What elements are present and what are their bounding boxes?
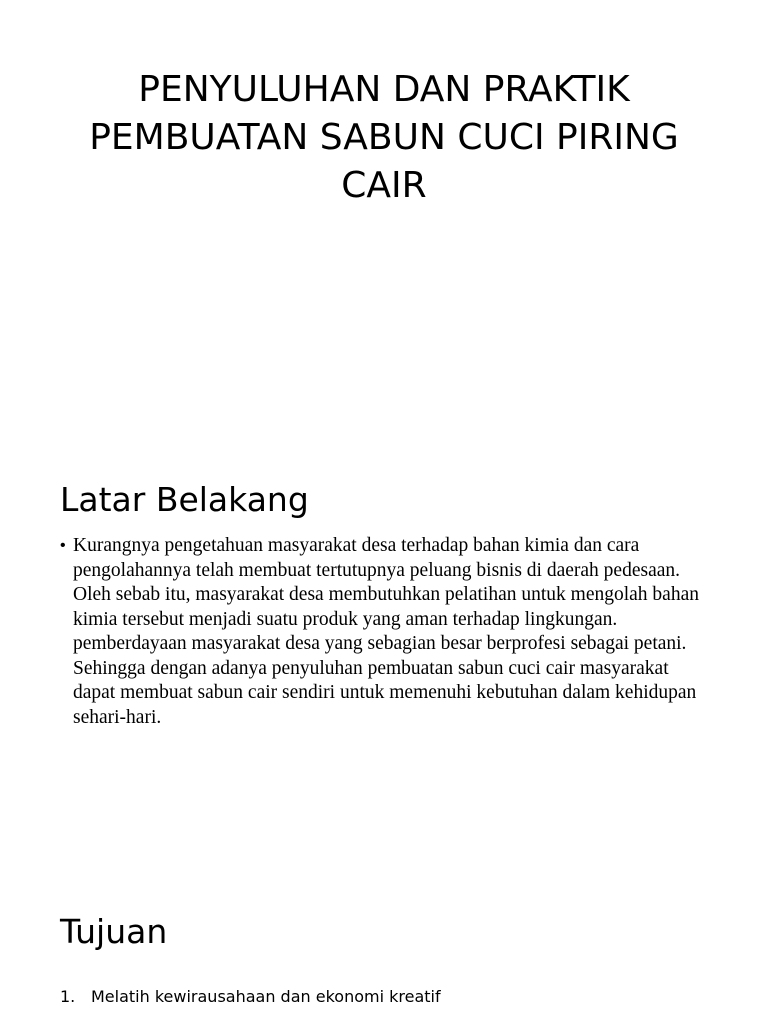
goals-slide [0, 860, 768, 1024]
title-slide [0, 0, 768, 440]
bullet-list [60, 534, 710, 730]
section-heading-tujuan: Tujuan [60, 912, 168, 951]
background-slide [0, 440, 768, 860]
slide-title: PENYULUHAN DAN PRAKTIK PEMBUATAN SABUN CUCI PIRING CAIR [89, 69, 679, 206]
list-item [60, 986, 710, 1008]
bullet-text: Kurangnya pengetahuan masyarakat desa terhadap bahan kimia dan cara pengolahannya telah membuat tertutupnya peluang bisnis di daerah pedesaan. Oleh sebab itu, masyarakat desa membutuhkan pelatihan untuk mengolah bahan kimia tersebut menjadi suatu produk yang aman terhadap lingkungan. pemberdayaan masyarakat desa yang sebagian besar berprofesi sebagai petani. Sehingga dengan adanya penyuluhan pembuatan sabun cuci cair masyarakat dapat membuat sabun cair sendiri untuk memenuhi kebutuhan dalam kehidupan sehari-hari. [73, 535, 699, 728]
numbered-list [60, 986, 710, 1008]
item-text: Melatih kewirausahaan dan ekonomi kreatif [91, 987, 441, 1006]
bullet-marker: • [60, 537, 66, 554]
item-number: 1. [60, 987, 76, 1006]
section-heading-latar-belakang: Latar Belakang [60, 480, 309, 519]
bullet-item [60, 534, 710, 730]
